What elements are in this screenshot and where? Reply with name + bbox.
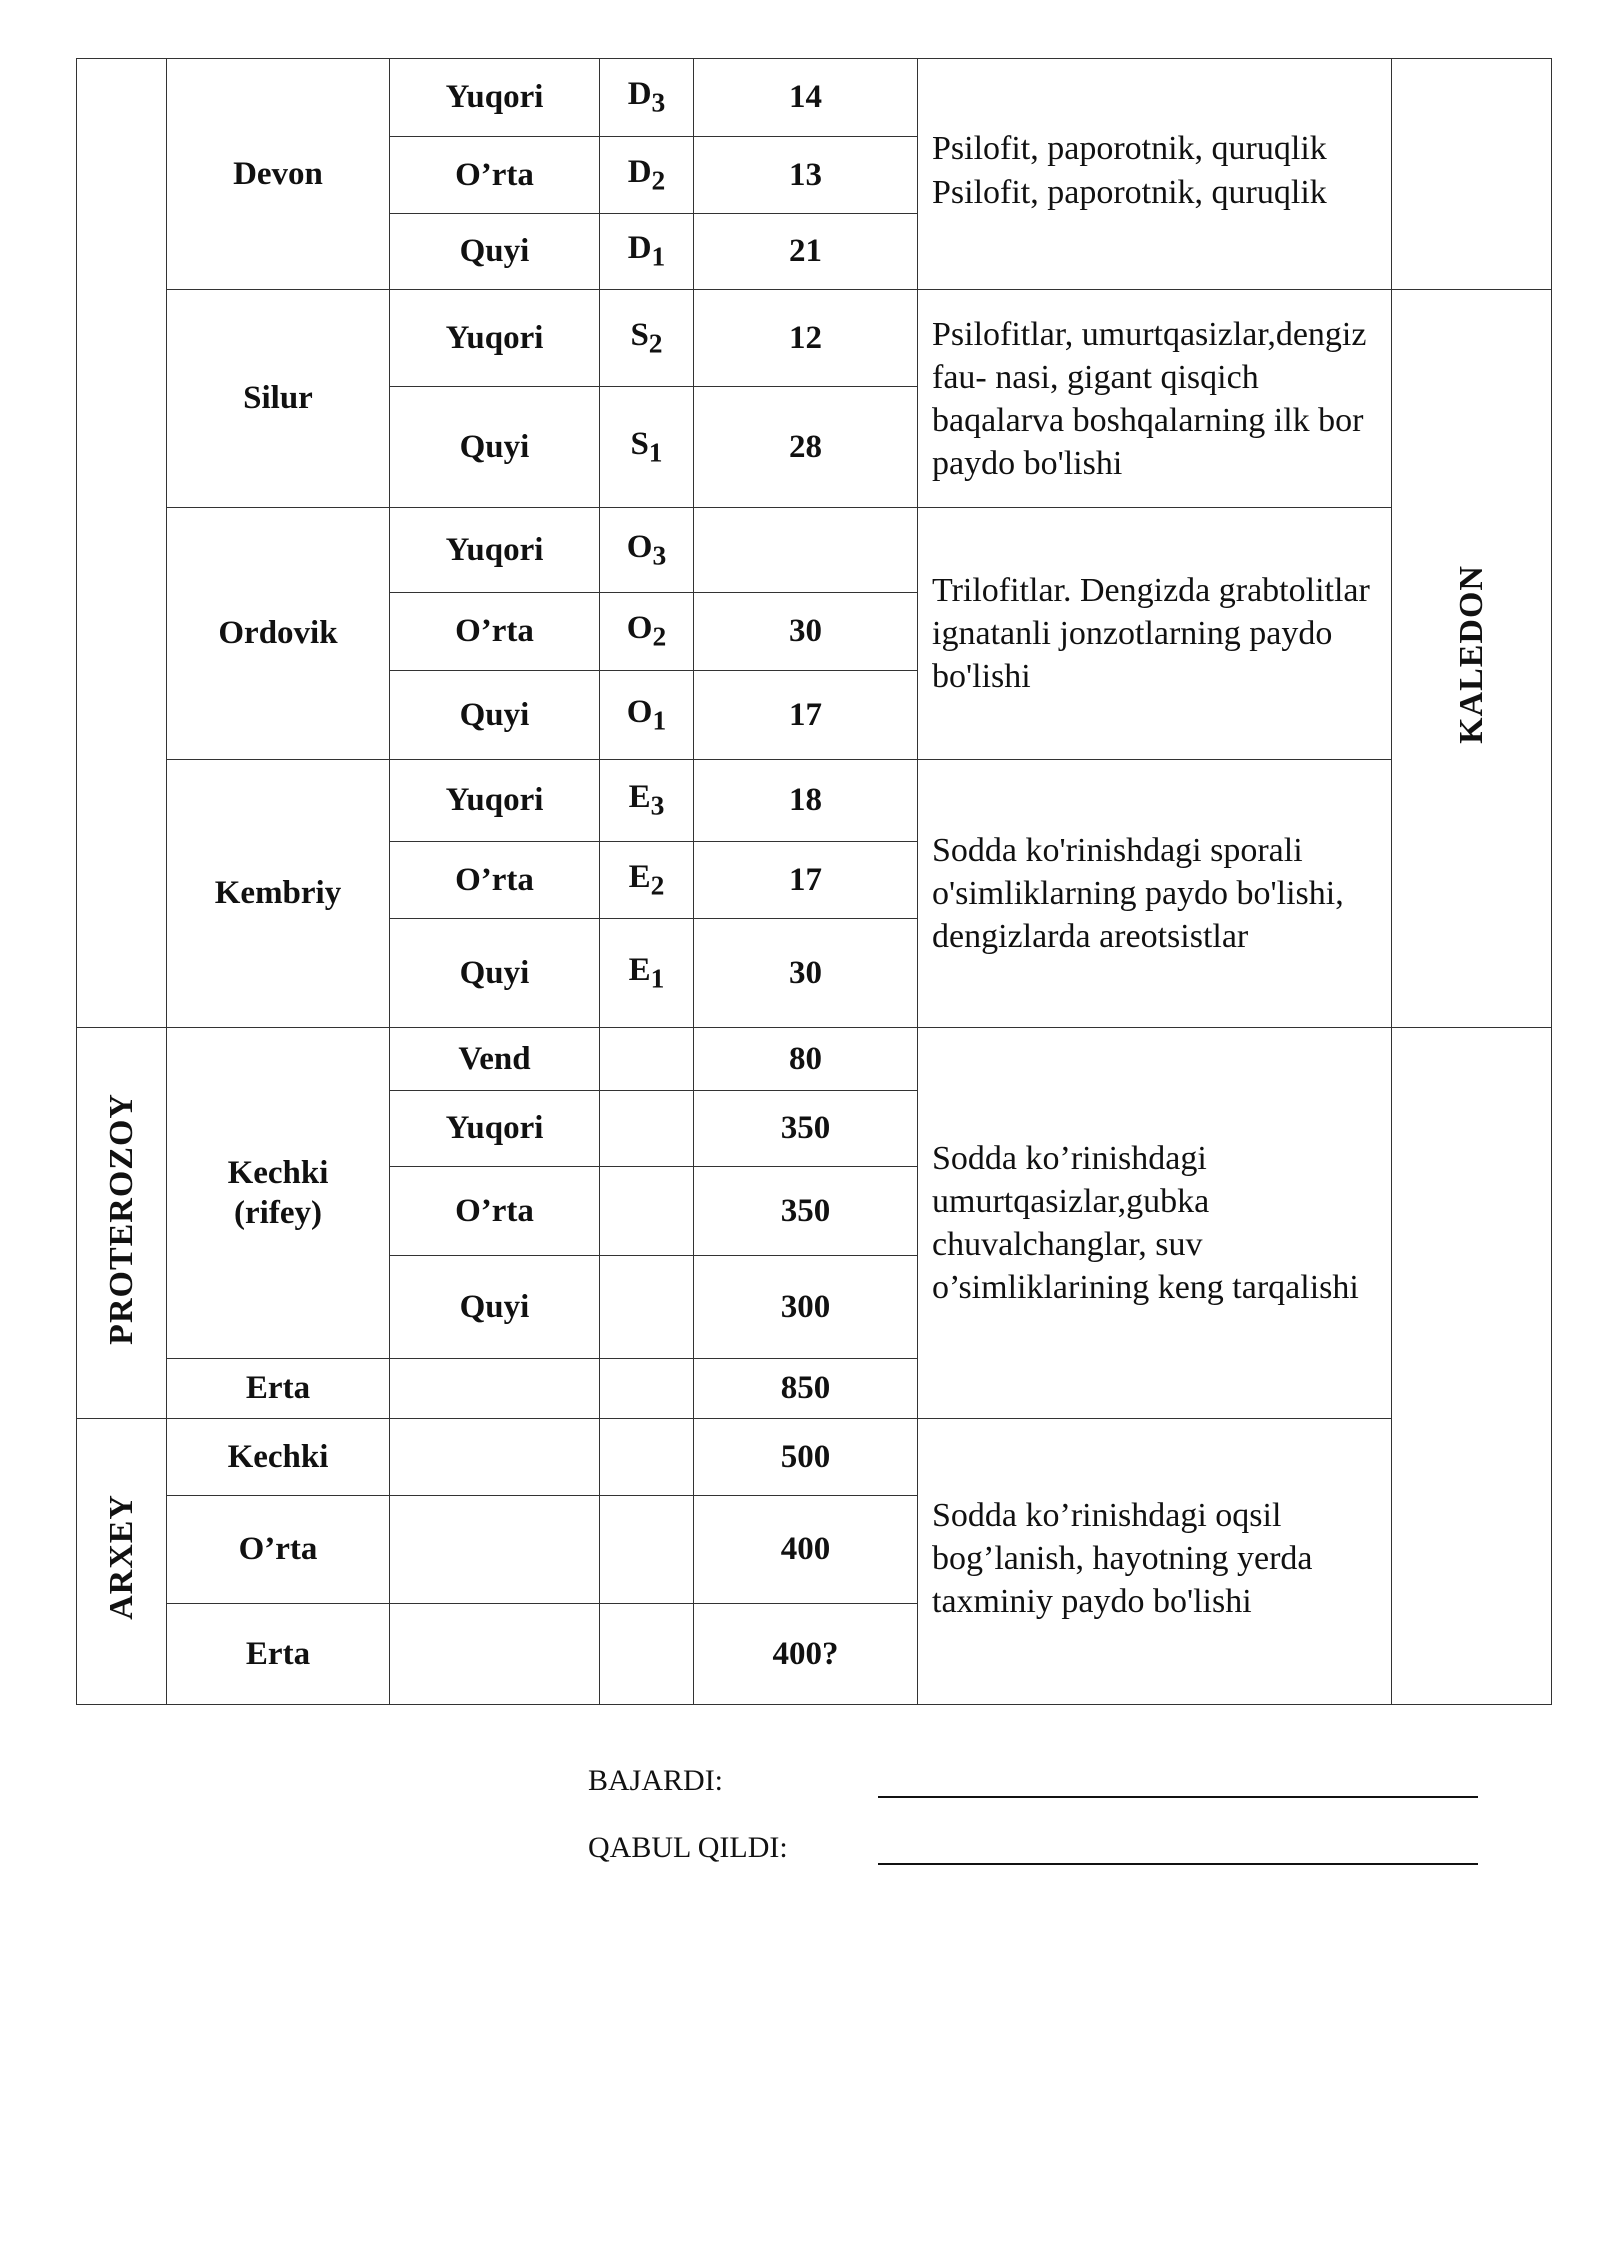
duration: 30 — [694, 593, 918, 671]
duration: 13 — [694, 137, 918, 214]
index-cell: $O_3$ — [600, 508, 694, 593]
duration: 500 — [694, 1419, 918, 1496]
geochronology-table — [76, 58, 1552, 1705]
index-cell — [600, 1028, 694, 1091]
duration: 14 — [694, 59, 918, 137]
duration: 21 — [694, 214, 918, 290]
index-cell — [600, 1359, 694, 1419]
system-cell-blank — [1392, 59, 1552, 290]
index-cell: $O_2$ — [600, 593, 694, 671]
description-ordovik: Trilofitlar. Dengizda grabtolitlar ignatanli jonzotlarning paydo bo'lishi — [918, 508, 1392, 760]
description-arxey: Sodda ko’rinishdagi oqsil bog’lanish, hayotning yerda taxminiy paydo bo'lishi — [918, 1419, 1392, 1705]
duration: 400 — [694, 1496, 918, 1604]
subdivision — [390, 1419, 600, 1496]
table-row — [77, 1028, 1552, 1091]
subdivision: O’rta — [390, 842, 600, 919]
duration: 17 — [694, 671, 918, 760]
system-kaledon: KALEDON — [1392, 290, 1552, 1028]
table-row — [77, 1419, 1552, 1496]
subdivision: Quyi — [390, 671, 600, 760]
duration — [694, 508, 918, 593]
description-kembriy: Sodda ko'rinishdagi sporali o'simliklarning paydo bo'lishi, dengizlarda areotsistlar — [918, 760, 1392, 1028]
period-erta-proterozoy: Erta — [167, 1359, 390, 1419]
signature-line-qabul[interactable] — [878, 1863, 1478, 1865]
duration: 300 — [694, 1256, 918, 1359]
index-cell — [600, 1496, 694, 1604]
subdivision: Yuqori — [390, 760, 600, 842]
index-cell: $D_1$ — [600, 214, 694, 290]
table-row — [77, 508, 1552, 593]
index-cell — [600, 1256, 694, 1359]
period-erta-arxey: Erta — [167, 1604, 390, 1705]
label-bajardi: BAJARDI: — [588, 1764, 724, 1797]
description-proterozoy: Sodda ko’rinishdagi umurtqasizlar,gubka chuvalchanglar, suv o’simliklarining keng tarqalishi — [918, 1028, 1392, 1419]
system-cell-blank — [1392, 1028, 1552, 1705]
index-cell — [600, 1604, 694, 1705]
period-devon: Devon — [167, 59, 390, 290]
description-silur: Psilofitlar, umurtqasizlar,dengiz fau- nasi, gigant qisqich baqalarva boshqalarning ilk bor paydo bo'lishi — [918, 290, 1392, 508]
subdivision: Vend — [390, 1028, 600, 1091]
index-cell — [600, 1419, 694, 1496]
index-cell: $E_3$ — [600, 760, 694, 842]
subdivision: Quyi — [390, 919, 600, 1028]
subdivision: Quyi — [390, 214, 600, 290]
duration: 400? — [694, 1604, 918, 1705]
index-cell: $S_1$ — [600, 387, 694, 508]
subdivision: Yuqori — [390, 290, 600, 387]
era-cell-blank — [77, 59, 167, 1028]
index-cell — [600, 1167, 694, 1256]
period-silur: Silur — [167, 290, 390, 508]
period-orta-arxey: O’rta — [167, 1496, 390, 1604]
index-cell: $E_1$ — [600, 919, 694, 1028]
period-ordovik: Ordovik — [167, 508, 390, 760]
period-kechki-arxey: Kechki — [167, 1419, 390, 1496]
duration: 850 — [694, 1359, 918, 1419]
duration: 12 — [694, 290, 918, 387]
duration: 350 — [694, 1167, 918, 1256]
index-cell: $D_2$ — [600, 137, 694, 214]
duration: 30 — [694, 919, 918, 1028]
table-row — [77, 59, 1552, 137]
subdivision: O’rta — [390, 137, 600, 214]
duration: 17 — [694, 842, 918, 919]
subdivision: Yuqori — [390, 1091, 600, 1167]
subdivision — [390, 1359, 600, 1419]
subdivision: O’rta — [390, 1167, 600, 1256]
subdivision: Quyi — [390, 1256, 600, 1359]
subdivision — [390, 1496, 600, 1604]
period-kembriy: Kembriy — [167, 760, 390, 1028]
label-qabul-qildi: QABUL QILDI: — [588, 1831, 788, 1864]
subdivision: Yuqori — [390, 59, 600, 137]
subdivision: Quyi — [390, 387, 600, 508]
subdivision — [390, 1604, 600, 1705]
duration: 80 — [694, 1028, 918, 1091]
signature-line-bajardi[interactable] — [878, 1796, 1478, 1798]
duration: 350 — [694, 1091, 918, 1167]
period-kechki-rifey: Kechki (rifey) — [167, 1028, 390, 1359]
index-cell: $S_2$ — [600, 290, 694, 387]
description-devon: Psilofit, paporotnik, quruqlik Psilofit, paporotnik, quruqlik — [918, 59, 1392, 290]
duration: 18 — [694, 760, 918, 842]
index-cell — [600, 1091, 694, 1167]
subdivision: Yuqori — [390, 508, 600, 593]
duration: 28 — [694, 387, 918, 508]
subdivision: O’rta — [390, 593, 600, 671]
index-cell: $D_3$ — [600, 59, 694, 137]
era-proterozoy: PROTEROZOY — [77, 1028, 167, 1419]
table-row — [77, 760, 1552, 842]
table-row — [77, 290, 1552, 387]
index-cell: $O_1$ — [600, 671, 694, 760]
index-cell: $E_2$ — [600, 842, 694, 919]
era-arxey: ARXEY — [77, 1419, 167, 1705]
